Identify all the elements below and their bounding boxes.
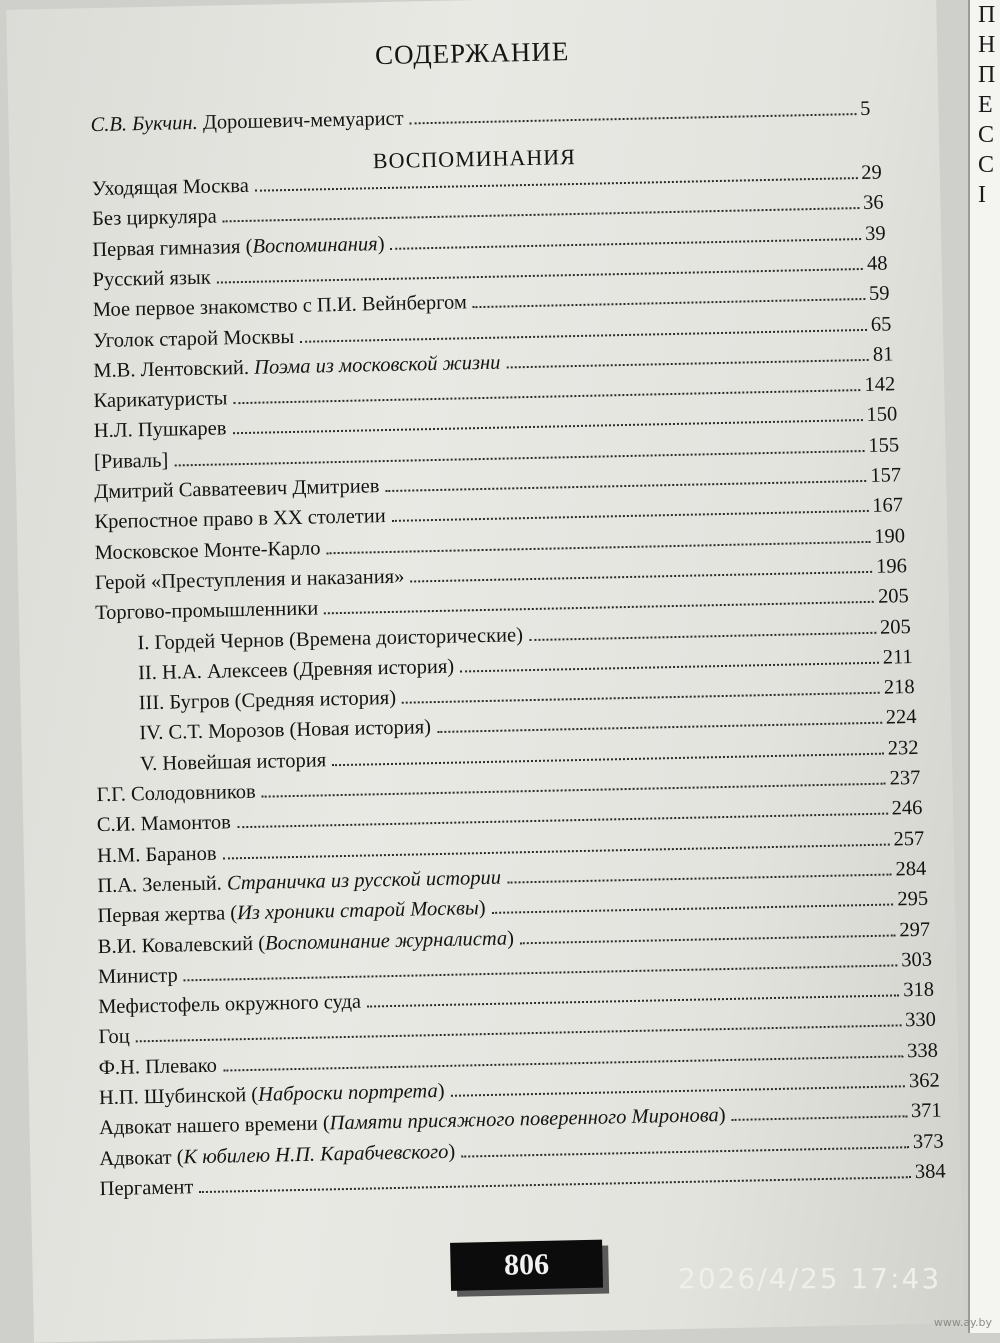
contents-heading: СОДЕРЖАНИЕ (374, 36, 570, 71)
toc-entry-title (95, 596, 319, 627)
leader-dots (507, 873, 891, 883)
toc-entry-title (93, 385, 227, 414)
toc-entry-text: Уходящая Москва (91, 174, 250, 201)
toc-entry-page: 224 (885, 706, 917, 730)
toc-entry-text: [Риваль] (93, 449, 169, 473)
leader-dots (451, 1085, 906, 1097)
leader-dots (184, 964, 898, 981)
toc-entry-page: 303 (901, 948, 933, 972)
toc-entry-page: 232 (887, 736, 919, 760)
intro-entry (90, 96, 870, 138)
toc-entry-title (138, 685, 396, 716)
toc-entry-page: 205 (877, 585, 910, 608)
toc-entry-title (98, 962, 178, 990)
toc-entry-suffix: ) (718, 1104, 726, 1127)
toc-entry-text: IV. С.Т. Морозов (Новая история) (139, 716, 432, 745)
toc-entry-text: Н.М. Баранов (96, 842, 217, 867)
toc-entry-text: Крепостное право в XX столетии (94, 505, 386, 534)
toc-entry-title (97, 810, 232, 839)
intro-page: 5 (859, 97, 871, 121)
toc-entry-subtitle: Памяти присяжного поверенного Миронова (329, 1104, 719, 1135)
photo-timestamp: 2026/4/25 17:43 (678, 1262, 942, 1295)
page-number-badge: 806 (450, 1240, 603, 1291)
leader-dots (332, 752, 884, 766)
toc-entry-text: Н.Л. Пушкарев (93, 417, 227, 443)
toc-entry-suffix: ) (377, 232, 385, 255)
toc-entry-title (97, 895, 486, 929)
toc-entry-text: В.И. Ковалевский ( (97, 932, 266, 958)
toc-entry-suffix: ) (437, 1079, 445, 1103)
toc-entry-page: 65 (870, 312, 892, 336)
intro-author: С.В. Букчин. (90, 111, 198, 137)
toc-entry-title (93, 289, 468, 323)
toc-entry-subtitle: Страничка из русской истории (226, 866, 502, 895)
toc-entry-page: 297 (899, 918, 931, 941)
toc-entry-page: 29 (861, 161, 882, 185)
leader-dots (506, 359, 869, 369)
leader-dots (391, 238, 862, 250)
toc-entry-text: Герой «Преступления и наказания» (94, 565, 405, 595)
toc-entry-text: Русский язык (92, 266, 211, 292)
leader-dots (237, 813, 888, 829)
toc-entry-text: Гоц (98, 1025, 130, 1049)
toc-entry-text: Первая жертва ( (97, 902, 238, 928)
toc-entry-page: 338 (906, 1039, 939, 1062)
toc-entry-page: 284 (895, 857, 927, 881)
leader-dots (300, 328, 867, 342)
leader-dots (461, 1146, 909, 1157)
toc-entry-title (94, 473, 380, 505)
intro-title: Дорошевич-мемуарист (202, 107, 404, 134)
toc-entry-text: V. Новейшая история (139, 749, 327, 775)
toc-entry-title (93, 349, 501, 384)
adjacent-page-letter: Н (978, 32, 996, 58)
toc-entry-page: 384 (914, 1160, 946, 1183)
toc-entry-title (93, 323, 295, 353)
toc-entry-page: 373 (912, 1130, 944, 1153)
toc-entry-text: Московское Монте-Карло (94, 537, 321, 564)
toc-entry-text: П.А. Зеленый. (97, 872, 228, 898)
toc-entry-title (99, 1138, 455, 1171)
toc-entry-text: Мое первое знакомство с П.И. Вейнбергом (92, 291, 468, 322)
toc-entry-title (98, 1024, 130, 1051)
toc-entry-subtitle: Воспоминания (252, 232, 378, 258)
leader-dots (386, 480, 867, 492)
toc-entry-page: 48 (866, 252, 888, 275)
leader-dots (223, 1055, 903, 1071)
toc-entry-page: 237 (889, 766, 921, 790)
toc-entry-page: 205 (879, 615, 911, 639)
toc-entry-page: 218 (883, 676, 915, 699)
leader-dots (410, 571, 872, 583)
toc-entry-title (97, 865, 501, 899)
leader-dots (367, 994, 899, 1007)
toc-entry-page: 362 (908, 1069, 941, 1093)
watermark: www.ay.by (933, 1316, 992, 1329)
toc-entry-suffix: ) (478, 897, 486, 920)
adjacent-page-letter: С (978, 122, 995, 148)
toc-entry-text: Карикатуристы (93, 387, 228, 413)
toc-entry-text: М.В. Лентовский. (93, 356, 255, 382)
adjacent-page-letter: С (978, 152, 995, 178)
toc-entry-text: Министр (97, 964, 178, 988)
leader-dots (473, 298, 865, 308)
toc-entry-subtitle: Наброски портрета (257, 1080, 438, 1106)
adjacent-page-letter: П (978, 2, 996, 28)
toc-entry-page: 330 (904, 1009, 937, 1032)
toc-entry-title (96, 779, 256, 808)
toc-entry-page: 167 (872, 494, 904, 518)
adjacent-page-letter: І (978, 182, 986, 208)
toc-entry-title (98, 989, 361, 1020)
toc-entry-page: 59 (868, 282, 890, 306)
toc-entry-subtitle: Воспоминание журналиста (264, 927, 508, 955)
leader-dots (492, 904, 894, 914)
leader-dots (255, 177, 857, 192)
toc-entry-title (95, 564, 405, 596)
leader-dots (460, 662, 879, 673)
toc-entry-suffix: ) (506, 926, 515, 950)
leader-dots (234, 389, 861, 404)
adjacent-page-letter: Е (978, 92, 993, 118)
toc-entry-page: 81 (872, 343, 894, 366)
toc-entry-text: С.И. Мамонтов (96, 811, 232, 837)
leader-dots (402, 692, 880, 704)
toc-entry-title (99, 1078, 445, 1111)
toc-entry-text: I. Гордей Чернов (Времена доисторические) (137, 623, 524, 654)
leader-dots (223, 207, 860, 222)
leader-dots (324, 601, 874, 615)
toc-entry-page: 150 (866, 403, 898, 427)
intro-text (90, 106, 404, 139)
leader-dots (262, 783, 886, 798)
toc-entry-text: Адвокат нашего времени ( (98, 1112, 330, 1140)
leader-dots (732, 1116, 907, 1122)
toc-entry-subtitle: Из хроники старой Москвы (236, 897, 479, 925)
book-page (6, 0, 964, 1343)
toc-entry-text: Первая гимназия ( (92, 235, 253, 261)
leader-dots (437, 722, 882, 733)
toc-entry-title (137, 622, 523, 656)
adjacent-page-edge (968, 0, 1000, 1333)
toc-entry-text: Пергамент (99, 1176, 194, 1201)
toc-entry-title (99, 1174, 193, 1202)
toc-entry-title (92, 265, 211, 293)
leader-dots (529, 631, 876, 640)
toc-entry-text: Торгово-промышленники (94, 597, 319, 625)
toc-entry-text: III. Бугров (Средняя история) (138, 686, 397, 715)
toc-entry-title (94, 416, 227, 445)
toc-entry-page: 246 (891, 797, 923, 820)
leader-dots (410, 113, 857, 124)
toc-entry-page: 39 (864, 222, 886, 245)
leader-dots (199, 1176, 911, 1193)
toc-entry-page: 295 (897, 887, 929, 911)
leader-dots (520, 934, 895, 944)
toc-entry-text: Г.Г. Солодовников (96, 780, 256, 807)
toc-entry-text: Мефистофель окружного суда (98, 990, 362, 1019)
leader-dots (392, 510, 869, 522)
toc-entry-page: 318 (902, 978, 935, 1002)
section-heading: ВОСПОМИНАНИЯ (372, 143, 577, 174)
leader-dots (217, 268, 863, 284)
toc-entry-page: 257 (893, 827, 925, 851)
toc-entry-title (138, 653, 455, 686)
toc-entry-title (140, 747, 327, 777)
toc-entry-subtitle: К юбилею Н.П. Карабчевского (183, 1140, 449, 1169)
toc-entry-text: Ф.Н. Плевако (98, 1054, 218, 1079)
toc-entry-title (97, 840, 217, 868)
leader-dots (327, 540, 871, 553)
toc-entry-title (94, 447, 169, 475)
toc-entry-text: Без циркуляра (91, 205, 217, 231)
toc-entry-text: Адвокат ( (99, 1146, 184, 1170)
toc-entry-title (139, 715, 431, 747)
toc-entry-title (98, 925, 515, 960)
toc-entry-subtitle: Поэма из московской жизни (253, 351, 501, 379)
toc-entry-text: Н.П. Шубинской ( (98, 1083, 259, 1110)
toc-entry-page: 190 (873, 524, 906, 548)
toc-entry-text: Дмитрий Савватеевич Дмитриев (94, 475, 380, 504)
toc-entry-title (94, 503, 386, 535)
adjacent-page-letter: П (978, 62, 996, 88)
toc-entry-text: II. Н.А. Алексеев (Древняя история) (137, 655, 455, 685)
toc-entry-suffix: ) (448, 1140, 456, 1163)
toc-entry-title (92, 173, 249, 202)
toc-entry-text: Уголок старой Москвы (92, 325, 295, 352)
toc-entry-page: 371 (910, 1099, 942, 1123)
toc-entry-page: 142 (864, 373, 896, 397)
toc-entry-title (98, 1052, 217, 1080)
toc-entry-page: 211 (882, 645, 913, 669)
toc-entry-title (94, 535, 320, 566)
toc-entry-title (92, 231, 385, 263)
leader-dots (233, 419, 863, 434)
toc-entry-title (92, 204, 217, 233)
leader-dots (174, 450, 864, 466)
toc-entry-page: 36 (862, 191, 884, 215)
toc-entry-page: 157 (870, 464, 902, 487)
toc-entry-page: 196 (875, 555, 908, 578)
toc-entry-page: 155 (868, 433, 900, 457)
leader-dots (223, 843, 890, 859)
